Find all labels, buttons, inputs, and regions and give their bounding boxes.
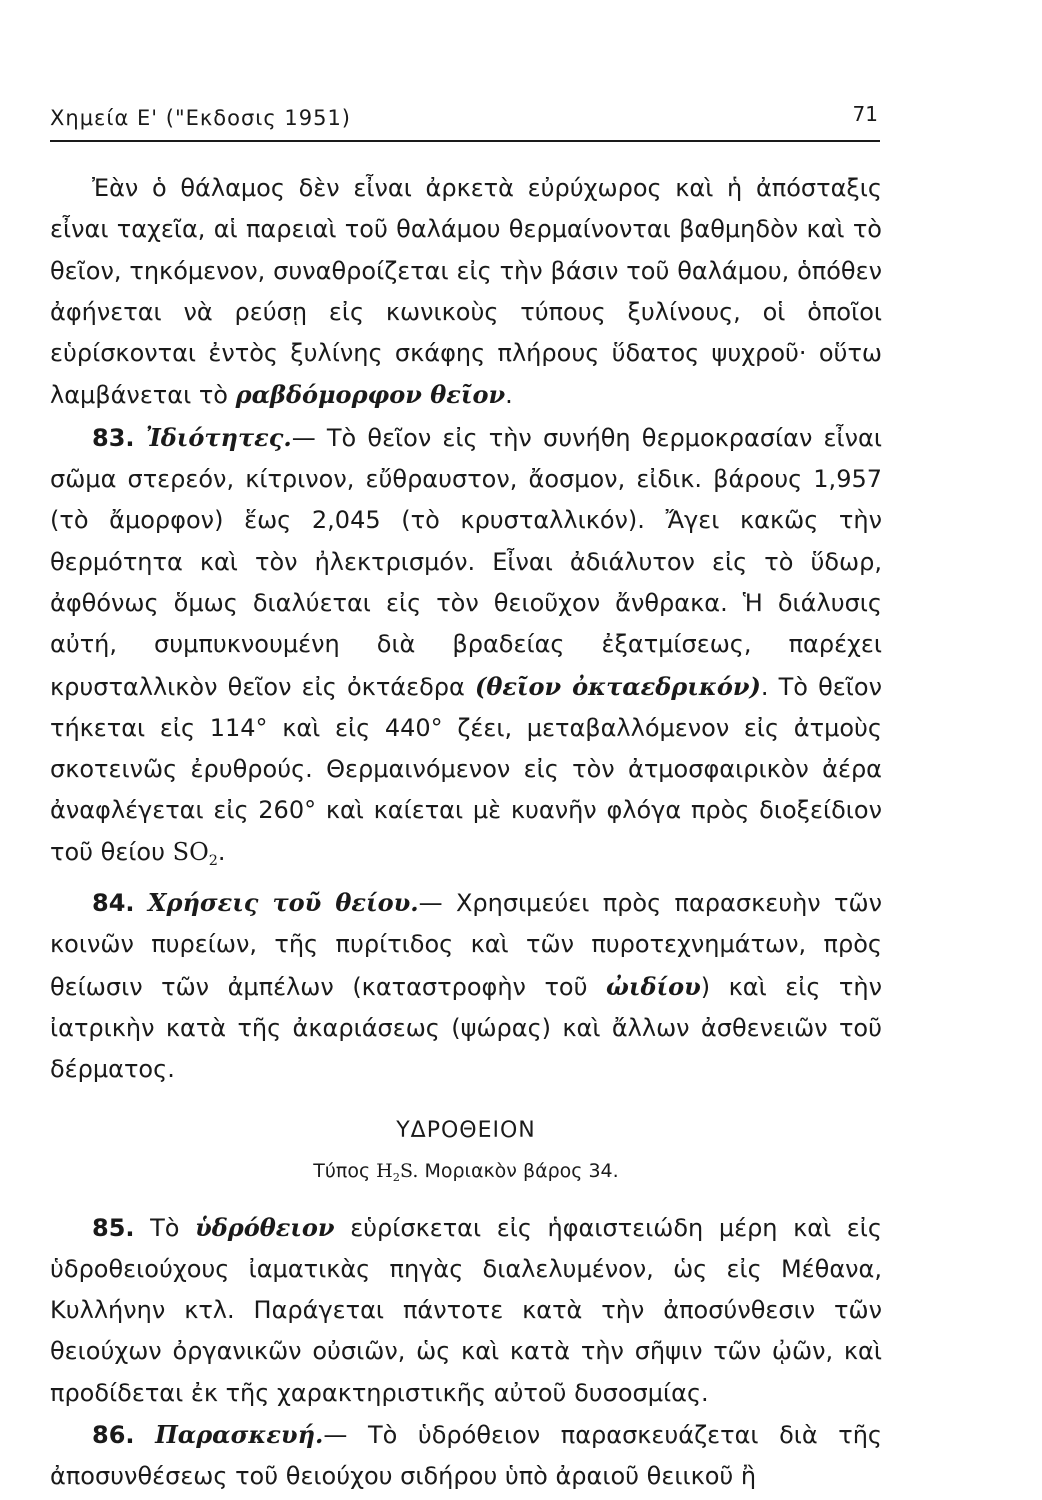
section-number: 83.: [92, 423, 135, 452]
section-86-preparation: [50, 1414, 882, 1498]
formula-prefix: Τύπος: [313, 1159, 371, 1182]
section-84-uses: [50, 882, 882, 1090]
formula-s: S.: [400, 1159, 419, 1182]
section-text-continued: εὑρίσκεται εἰς ἡφαιστειώδη μέρη καὶ εἰς ὑδροθειούχους ἰαματικὰς πηγὰς διαλελυμένον, ὡς εἰς Μέθανα, Κυλλήνην κτλ. Παράγεται πάντοτε κατὰ τὴν ἀποσύνθεσιν τῶν θειούχων ὀργανικῶν οὐσιῶν, ὡς καὶ κατὰ τὴν σῆψιν τῶν ᾠῶν, καὶ προδίδεται ἐκ τῆς χαρακτηριστικῆς αὐτοῦ δυσοσμίας.: [50, 1213, 882, 1407]
section-85: [50, 1207, 882, 1414]
section-heading-hydrogen-sulfide: ΥΔΡΟΘΕΙΟΝ: [396, 1117, 536, 1143]
term-oidium: ὠιδίου: [606, 971, 701, 1001]
section-end: .: [217, 837, 226, 866]
formula-suffix: Μοριακὸν βάρος 34.: [424, 1159, 619, 1182]
section-text-continued: ) καὶ εἰς τὴν ἰατρικὴν κατὰ τῆς ἀκαριάσεως (ψώρας) καὶ ἄλλων ἀσθενειῶν τοῦ δέρματος.: [50, 972, 882, 1084]
formula-subscript: 2: [208, 852, 218, 869]
section-text: — Τὸ ὑδρόθειον παρασκευάζεται διὰ τῆς ἀποσυνθέσεως τοῦ θειούχου σιδήρου ὑπὸ ἀραιοῦ θειικοῦ ἢ: [50, 1421, 882, 1491]
paragraph-distillation: [50, 168, 882, 417]
section-text-continued: . Τὸ θεῖον τήκεται εἰς 114° καὶ εἰς 440° ζέει, μεταβαλλόμενον εἰς ἀτμοὺς σκοτεινῶς ἐρυθρούς. Θερμαινόμενον εἰς τὸν ἀτμοσφαιρικὸν ἀέρα ἀναφλέγεται εἰς 260° καὶ καίεται μὲ κυανῆν φλόγα πρὸς διοξείδιον τοῦ θείου: [50, 672, 882, 866]
section-title: Ἰδιότητες.: [145, 422, 292, 452]
term-rod-sulfur: ραβδόμορφον θεῖον: [235, 380, 506, 410]
term-hydrogen-sulfide: ὑδρόθειον: [195, 1212, 335, 1242]
running-head: Χημεία Ε' ("Εκδοσις 1951): [50, 106, 351, 130]
section-text: — Χρησιμεύει πρὸς παρασκευὴν τῶν κοινῶν πυρείων, τῆς πυρίτιδος καὶ τῶν πυροτεχνημάτων, πρὸς θείωσιν τῶν ἀμπέλων (καταστροφὴν τοῦ: [50, 889, 882, 1001]
formula-h: H: [376, 1159, 393, 1182]
section-text: Τὸ: [150, 1213, 180, 1242]
formula-main: SO: [172, 837, 209, 866]
term-octahedral-sulfur: (θεῖον ὀκταεδρικόν): [474, 671, 761, 701]
paragraph-text: Ἐὰν ὁ θάλαμος δὲν εἶναι ἀρκετὰ εὐρύχωρος καὶ ἡ ἀπόσταξις εἶναι ταχεῖα, αἱ παρειαὶ τοῦ θαλάμου θερμαίνονται βαθμηδὸν καὶ τὸ θεῖον, τηκόμενον, συναθροίζεται εἰς τὴν βάσιν τοῦ θαλάμου, ὁπόθεν ἀφήνεται νὰ ρεύσῃ εἰς κωνικοὺς τύπους ξυλίνους, οἱ ὁποῖοι εὑρίσκονται ἐντὸς ξυλίνης σκάφης πλήρους ὕδατος ψυχροῦ· οὕτω λαμβάνεται τὸ: [50, 174, 882, 410]
section-number: 86.: [92, 1421, 135, 1450]
section-number: 85.: [92, 1213, 135, 1242]
page-body: [50, 168, 882, 1498]
formula-h-subscript: 2: [392, 1169, 400, 1184]
paragraph-end: .: [505, 381, 513, 410]
formula-h2s: [376, 1160, 418, 1182]
page-header: [50, 100, 880, 142]
page-number: 71: [852, 102, 878, 126]
section-83-properties: [50, 417, 882, 882]
section-title: Παρασκευή.: [155, 1420, 324, 1450]
formula-line: [50, 1155, 882, 1193]
section-number: 84.: [92, 889, 135, 918]
section-text: — Τὸ θεῖον εἰς τὴν συνήθη θερμοκρασίαν εἶναι σῶμα στερεόν, κίτρινον, εὔθραυστον, ἄοσμον, εἰδικ. βάρους 1,957 (τὸ ἄμορφον) ἕως 2,045 (τὸ κρυσταλλικόν). Ἄγει κακῶς τὴν θερμότητα καὶ τὸν ἠλεκτρισμόν. Εἶναι ἀδιάλυτον εἰς τὸ ὕδωρ, ἀφθόνως ὅμως διαλύεται εἰς τὸν θειοῦχον ἄνθρακα. Ἡ διάλυσις αὐτή, συμπυκνουμένη διὰ βραδείας ἐξατμίσεως, παρέχει κρυσταλλικὸν θεῖον εἰς ὀκτάεδρα: [50, 423, 882, 701]
section-title: Χρήσεις τοῦ θείου.: [147, 888, 419, 918]
formula-so2: [172, 837, 218, 869]
